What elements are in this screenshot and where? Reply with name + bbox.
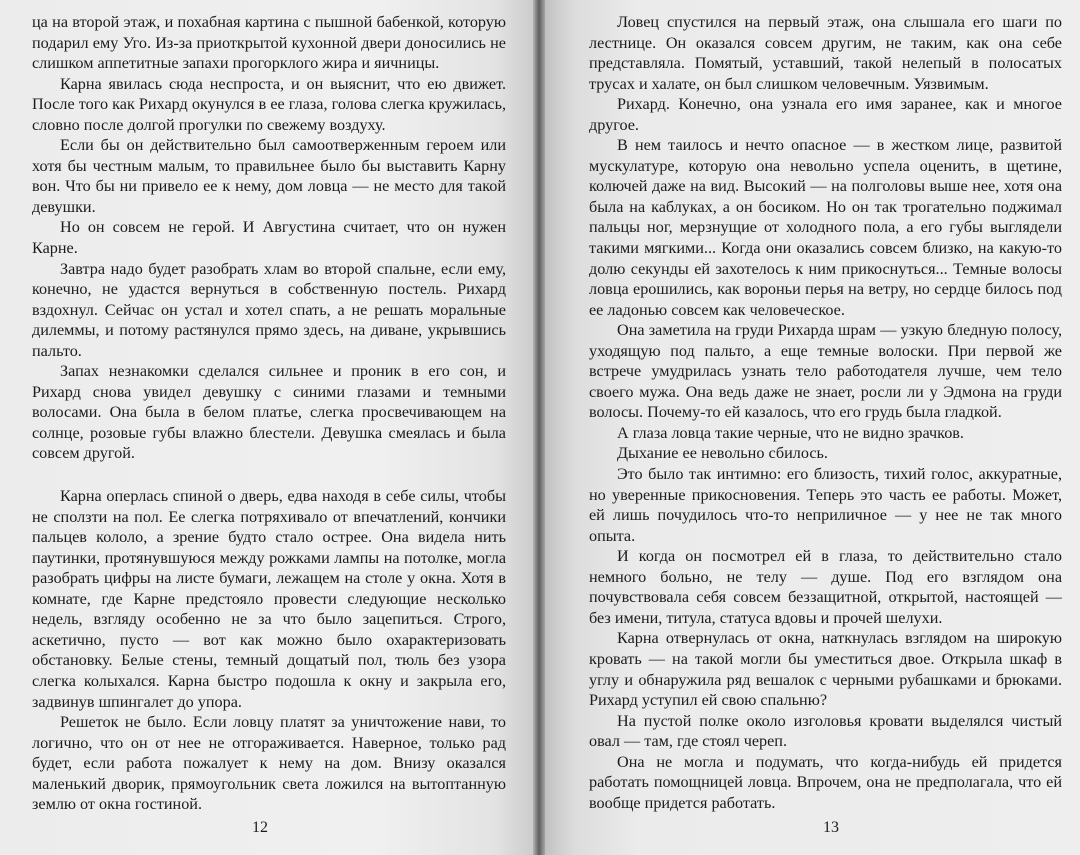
paragraph: И когда он посмотрел ей в глаза, то действительно стало немного больно, не телу — душе. Под его взглядом она почувствовала себя совсем беззащитной, открытой, настоящей — без имени, титула, статуса вдовы и прочей шелухи. (589, 547, 1062, 627)
paragraph: А глаза ловца такие черные, что не видно зрачков. (617, 423, 964, 442)
left-page-number: 12 (252, 819, 268, 837)
paragraph: Решеток не было. Если ловцу платят за уничтожение нави, то логично, что он от нее не отгораживается. Наверное, только рад будет, если работа пожалует к нему на дом. Внизу оказался маленький дворик, прямоугольник света ложился на вытоптанную землю от окна гостиной. (32, 713, 506, 814)
paragraph: На пустой полке около изголовья кровати выделялся чистый овал — там, где стоял череп. (589, 711, 1062, 751)
paragraph: Ловец спустился на первый этаж, она слышала его шаги по лестнице. Он оказался совсем другим, не таким, как она себе представляла. Помятый, уставший, такой нелепый в полосатых трусах и халате, он был слишком человечным. Уязвимым. (589, 13, 1062, 93)
paragraph: Это было так интимно: его близость, тихий голос, аккуратные, но уверенные прикосновения. Теперь это часть ее работы. Может, ей лишь почудилось что-то неприличное — у нее не так много опыта. (589, 465, 1062, 545)
left-page-text (32, 12, 506, 815)
paragraph: Запах незнакомки сделался сильнее и проник в его сон, и Рихард снова увидел девушку с синими глазами и темными волосами. Она была в белом платье, слегка просвечивающем на солнце, розовые губы влажно блестели. Девушка смеялась и была совсем другой. (32, 362, 506, 463)
paragraph: Карна явилась сюда неспроста, и он выяснит, что ею движет. После того как Рихард окунулся в ее глаза, голова слегка кружилась, словно после долгой прогулки по свежему воздуху. (32, 74, 506, 134)
paragraph: Карна оперлась спиной о дверь, едва находя в себе силы, чтобы не сползти на пол. Ее слегка потряхивало от впечатлений, кончики пальцев кололо, а зрение будто стало острее. Она видела нить паутинки, протянувшуюся между рожками лампы на потолке, могла разобрать цифры на листе бумаги, лежащем на столе у окна. Хотя в комнате, где Карне предстояло провести следующие несколько недель, взгляду особенно не за что было зацепиться. Строго, аскетично, пусто — вот как можно было охарактеризовать обстановку. Белые стены, темный дощатый пол, тюль без узора слегка колыхался. Карна быстро подошла к окну и закрыла его, задвинув шпингалет до упора. (32, 487, 506, 711)
paragraph: Завтра надо будет разобрать хлам во второй спальне, если ему, конечно, не удастся вернуться в собственную постель. Рихард вздохнул. Сейчас он устал и хотел спать, а не решать моральные дилеммы, и потому растянулся прямо здесь, на диване, укрывшись пальто. (32, 259, 506, 360)
paragraph: Если бы он действительно был самоотверженным героем или хотя бы честным малым, то правильнее было бы выставить Карну вон. Что бы ни привело ее к нему, дом ловца — не место для такой девушки. (32, 136, 506, 216)
paragraph: Рихард. Конечно, она узнала его имя заранее, как и многое другое. (589, 95, 1062, 134)
paragraph: Она не могла и подумать, что когда-нибудь ей придется работать помощницей ловца. Впрочем, она не предполагала, что ей вообще придется работать. (589, 752, 1062, 812)
paragraph: ца на второй этаж, и похабная картина с пышной бабенкой, которую подарил ему Уго. Из-за приоткрытой кухонной двери доносились не слишком аппетитные запахи прогорклого жира и яичницы. (32, 13, 506, 73)
paragraph: Карна отвернулась от окна, наткнулась взглядом на широкую кровать — на такой могли бы уместиться двое. Открыла шкаф в углу и обнаружила ряд вешалок с черными рубашками и брюками. Рихард уступил ей свою спальню? (589, 629, 1062, 710)
right-page-number: 13 (823, 819, 839, 837)
left-page (0, 0, 538, 855)
paragraph: В нем таилось и нечто опасное — в жестком лице, развитой мускулатуре, которую она невольно успела оценить, в щетине, колючей даже на вид. Высокий — на полголовы выше нее, хотя она была на каблуках, а он босиком. Но он так трогательно поджимал пальцы ног, мерзнущие от холодного пола, а его губы выглядели такими мягкими... Когда они оказались совсем близко, на какую-то долю секунды ей захотелось к ним прикоснуться... Темные волосы ловца ерошились, как вороньи перья на ветру, но сердце билось под ее ладонью совсем как человеческое. (589, 136, 1062, 319)
right-page (541, 0, 1080, 855)
paragraph: Дыхание ее невольно сбилось. (617, 444, 828, 463)
book-gutter (533, 0, 545, 855)
paragraph: Но он совсем не герой. И Августина считает, что он нужен Карне. (32, 218, 506, 258)
paragraph: Она заметила на груди Рихарда шрам — узкую бледную полосу, уходящую под пальто, а еще темные волоски. При первой же встрече умудрилась узнать тело работодателя лучше, чем тело своего мужа. Она ведь даже не знает, росли ли у Эдмона на груди волосы. Почему-то ей казалось, что его грудь была гладкой. (589, 321, 1062, 422)
right-page-text (589, 12, 1062, 813)
